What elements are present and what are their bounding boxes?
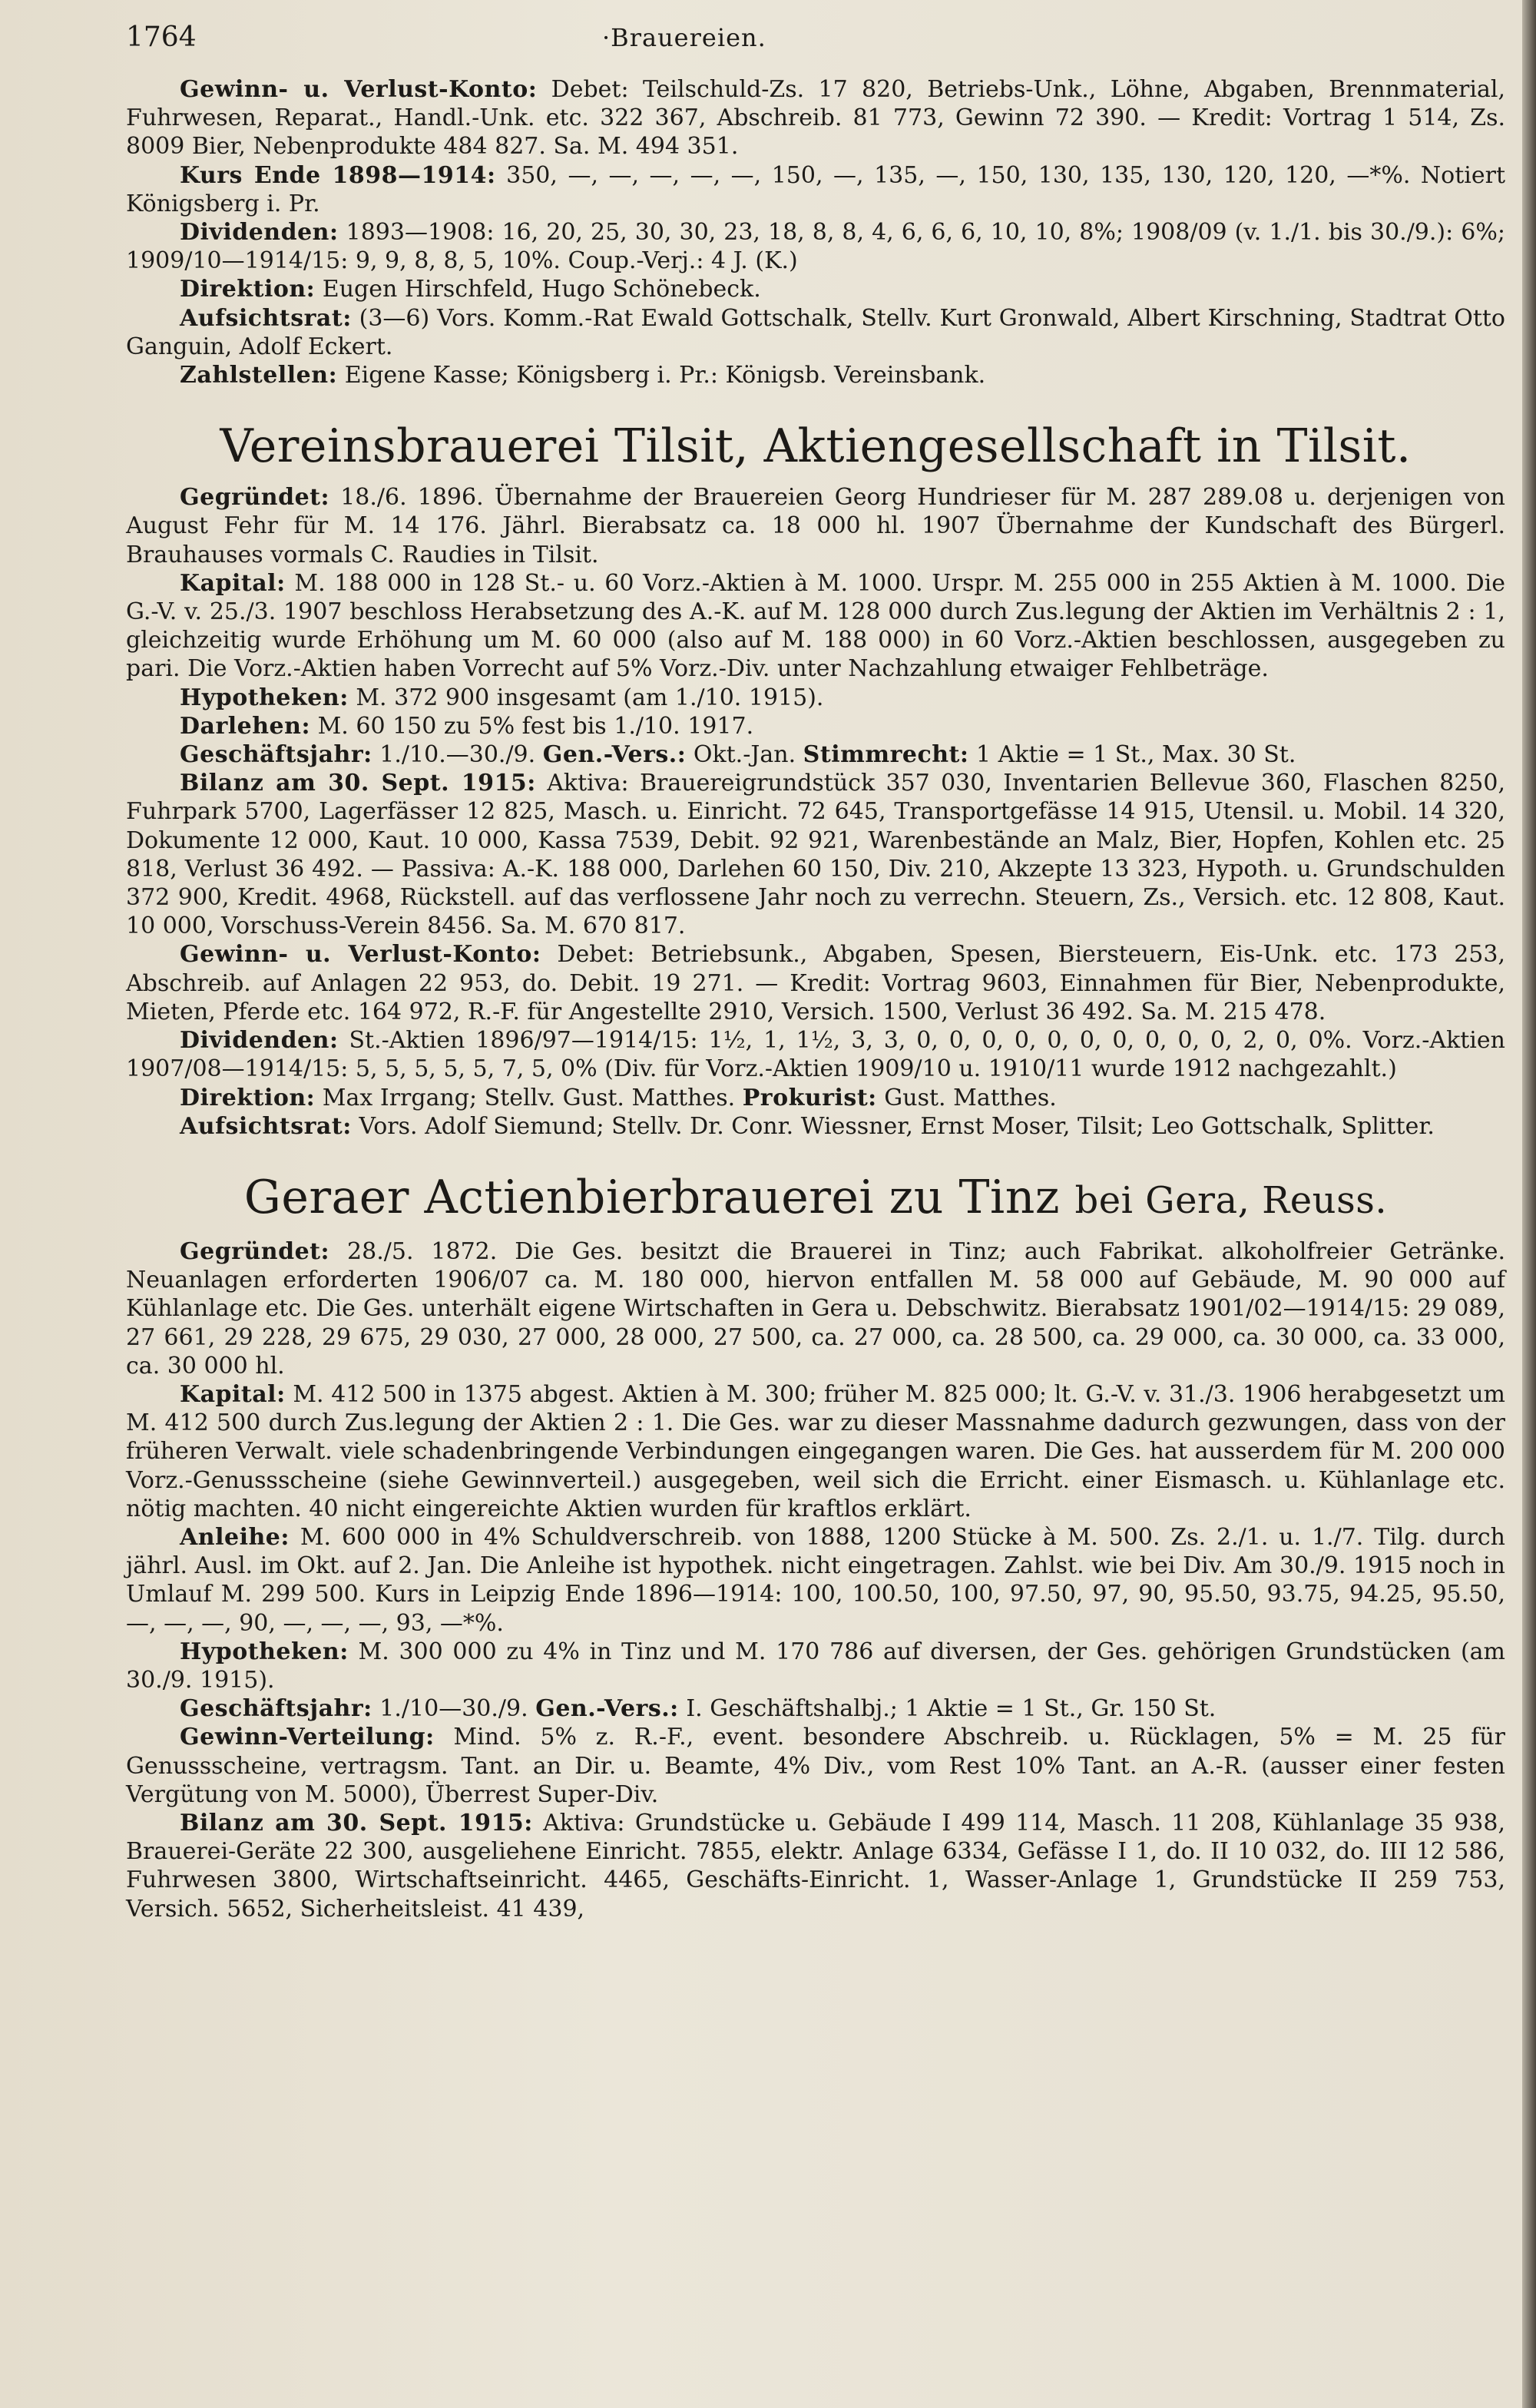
paragraph-bilanz [126,769,1505,940]
text: I. Geschäftshalbj.; 1 Aktie = 1 St., Gr. 150 St. [686,1695,1217,1723]
running-title: ·Brauereien. [602,23,766,52]
label: Gegründet: [180,484,330,512]
paragraph-dividenden [126,218,1505,275]
label: Aufsichtsrat: [180,1112,352,1140]
text: St.-Aktien 1896/97—1914/15: 1½, 1, 1½, 3, 3, 0, 0, 0, 0, 0, 0, 0, 0, 0, 0, 2, 0, 0%. Vorz.-Aktien 1907/08—1914/15: 5, 5, 5, 5, 5, 7, 5, 0% (Div. für Vorz.-Aktien 1909/10 u. 1910/11 wurde 1912 nachgezahlt.) [126,1027,1505,1083]
label: Geschäftsjahr: [180,741,372,769]
text: Max Irrgang; Stellv. Gust. Matthes. [322,1084,736,1111]
text: 1./10.—30./9. [379,741,536,769]
section-vereinsbrauerei-tilsit [126,419,1505,1141]
text: Aktiva: Grundstücke u. Gebäude I 499 114, Masch. 11 208, Kühlanlage 35 938, Brauerei-Geräte 22 300, ausgeliehene Einricht. 7855, elektr. Anlage 6334, Gefässe I 1, do. II 10 032, do. III 12 586, Fuhrwesen 3800, Wirtschaftseinricht. 4465, Geschäfts-Einricht. 1, Wasser-Anlage 1, Grundstücke II 259 753, Versich. 5652, Sicherheitsleist. 41 439, [126,1809,1505,1923]
paragraph-kurs [126,161,1505,218]
title-location: bei Gera, Reuss. [1074,1178,1388,1222]
paragraph-kapital [126,1380,1505,1523]
label: Kapital: [180,569,286,597]
paragraph-hypotheken [126,684,1505,712]
text: Debet: Betriebsunk., Abgaben, Spesen, Biersteuern, Eis-Unk. etc. 173 253, Abschreib. auf Anlagen 22 953, do. Debit. 19 271. — Kredit: Vortrag 9603, Einnahmen für Bier, Nebenprodukte, Mieten, Pferde etc. 164 972, R.-F. für Angestellte 2910, Versich. 1500, Verlust 36 492. Sa. M. 215 478. [126,941,1505,1025]
label: Gen.-Vers.: [542,741,687,769]
text: (3—6) Vors. Komm.-Rat Ewald Gottschalk, Stellv. Kurt Gronwald, Albert Kirschning, Stadtrat Otto Ganguin, Adolf Eckert. [126,304,1505,360]
section-geraer-actienbierbrauerei [126,1170,1505,1923]
label: Bilanz am 30. Sept. 1915: [180,1809,533,1837]
text: Vors. Adolf Siemund; Stellv. Dr. Conr. Wiessner, Ernst Moser, Tilsit; Leo Gottschalk, Splitter. [359,1112,1435,1140]
label: Kapital: [180,1380,286,1408]
company-title: Vereinsbrauerei Tilsit, Aktiengesellschaft in Tilsit. [220,419,1412,474]
label: Gen.-Vers.: [535,1695,679,1723]
text: M. 600 000 in 4% Schuldverschreib. von 1888, 1200 Stücke à M. 500. Zs. 2./1. u. 1./7. Tilg. durch jährl. Ausl. im Okt. auf 2. Jan. Die Anleihe ist hypothek. nicht eingetragen. Zahlst. wie bei Div. Am 30./9. 1915 noch in Umlauf M. 299 500. Kurs in Leipzig Ende 1896—1914: 100, 100.50, 100, 97.50, 97, 90, 95.50, 93.75, 94.25, 95.50, —, —, —, 90, —, —, —, 93, —*%. [126,1523,1505,1637]
paragraph-aufsichtsrat [126,1112,1505,1141]
text: Eugen Hirschfeld, Hugo Schönebeck. [322,276,761,303]
text: M. 412 500 in 1375 abgest. Aktien à M. 300; früher M. 825 000; lt. G.-V. v. 31./3. 1906 herabgesetzt um M. 412 500 durch Zus.legung der Aktien 2 : 1. Die Ges. war zu dieser Massnahme dadurch gezwungen, dass von der früheren Verwalt. viele schadenbringende Verbindungen eingegangen waren. Die Ges. hat ausserdem für M. 200 000 Vorz.-Genussscheine (siehe Gewinnverteil.) ausgegeben, weil sich die Erricht. einer Eismasch. u. Kühlanlage etc. nötig machten. 40 nicht eingereichte Aktien wurden für kraftlos erklärt. [126,1380,1505,1522]
paragraph-gewinn-verlust [126,75,1505,161]
text: 18./6. 1896. Übernahme der Brauereien Georg Hundrieser für M. 287 289.08 u. derjenigen von August Fehr für M. 14 176. Jährl. Bierabsatz ca. 18 000 hl. 1907 Übernahme der Kundschaft des Bürgerl. Brauhauses vormals C. Raudies in Tilsit. [126,484,1505,568]
section-prev-company [126,75,1505,389]
text: 350, —, —, —, —, —, 150, —, 135, —, 150, 130, 135, 130, 120, 120, —*%. Notiert Königsberg i. Pr. [126,161,1505,217]
paragraph-bilanz [126,1809,1505,1923]
label: Dividenden: [180,1027,339,1055]
paragraph-anleihe [126,1523,1505,1638]
label: Dividenden: [180,219,339,247]
label: Direktion: [180,1084,316,1111]
text: M. 60 150 zu 5% fest bis 1./10. 1917. [317,712,754,740]
text: M. 300 000 zu 4% in Tinz und M. 170 786 auf diversen, der Ges. gehörigen Grundstücken (am 30./9. 1915). [126,1638,1505,1694]
company-title [126,1170,1505,1228]
text: 28./5. 1872. Die Ges. besitzt die Brauerei in Tinz; auch Fabrikat. alkoholfreier Getränke. Neuanlagen erforderten 1906/07 ca. M. 180 000, hiervon entfallen M. 58 000 auf Gebäude, M. 90 000 auf Kühlanlage etc. Die Ges. unterhält eigene Wirtschaften in Gera u. Debschwitz. Bierabsatz 1901/02—1914/15: 29 089, 27 661, 29 228, 29 675, 29 030, 27 000, 28 000, 27 500, ca. 27 000, ca. 28 500, ca. 29 000, ca. 30 000, ca. 33 000, ca. 30 000 hl. [126,1237,1505,1380]
paragraph-geschaeftsjahr [126,740,1505,769]
label: Direktion: [180,276,316,303]
text: Aktiva: Brauereigrundstück 357 030, Inventarien Bellevue 360, Flaschen 8250, Fuhrpark 5700, Lagerfässer 12 825, Masch. u. Einricht. 72 645, Transportgefässe 14 915, Utensil. u. Mobil. 14 320, Dokumente 12 000, Kaut. 10 000, Kassa 7539, Debit. 92 921, Warenbestände an Malz, Bier, Hopfen, Kohlen etc. 25 818, Verlust 36 492. — Passiva: A.-K. 188 000, Darlehen 60 150, Div. 210, Akzepte 13 323, Hypoth. u. Grundschulden 372 900, Kredit. 4968, Rückstell. auf das verflossene Jahr noch zu verrechn. Steuern, Zs., Versich. etc. 12 808, Kaut. 10 000, Vorschuss-Verein 8456. Sa. M. 670 817. [126,770,1506,940]
text: Gust. Matthes. [884,1084,1057,1111]
label: Prokurist: [742,1084,877,1111]
text: Eigene Kasse; Königsberg i. Pr.: Königsb. Vereinsbank. [344,362,986,389]
text: M. 372 900 insgesamt (am 1./10. 1915). [356,684,824,711]
label: Hypotheken: [180,1638,349,1665]
paragraph-geschaeftsjahr [126,1694,1505,1723]
label: Kurs Ende 1898—1914: [180,161,496,189]
page-header [126,22,1505,61]
paragraph-direktion [126,275,1505,303]
text: Debet: Teilschuld-Zs. 17 820, Betriebs-Unk., Löhne, Abgaben, Brennmaterial, Fuhrwesen, Reparat., Handl.-Unk. etc. 322 367, Abschreib. 81 773, Gewinn 72 390. — Kredit: Vortrag 1 514, Zs. 8009 Bier, Nebenprodukte 484 827. Sa. M. 494 351. [126,76,1505,161]
paragraph-darlehen [126,712,1505,740]
paragraph-aufsichtsrat [126,304,1505,361]
text: Mind. 5% z. R.-F., event. besondere Abschreib. u. Rücklagen, 5% = M. 25 für Genussscheine, vertragsm. Tant. an Dir. u. Beamte, 4% Div., vom Rest 10% Tant. an A.-R. (ausser einer festen Vergütung von M. 5000), Überrest Super-Div. [126,1724,1505,1808]
label: Gewinn-Verteilung: [180,1724,435,1751]
text: Okt.-Jan. [693,741,796,769]
scan-edge [1522,0,1536,2408]
label: Zahlstellen: [180,362,338,389]
label: Darlehen: [180,712,311,740]
paragraph-gewinn-verteilung [126,1723,1505,1809]
label: Aufsichtsrat: [180,304,352,332]
text: 1893—1908: 16, 20, 25, 30, 30, 23, 18, 8, 8, 4, 6, 6, 6, 10, 10, 8%; 1908/09 (v. 1./1. bis 30./9.): 6%; 1909/10—1914/15: 9, 9, 8, 8, 5, 10%. Coup.-Verj.: 4 J. (K.) [126,219,1505,275]
label: Bilanz am 30. Sept. 1915: [180,770,536,797]
paragraph-direktion [126,1084,1505,1112]
label: Gewinn- u. Verlust-Konto: [180,76,538,103]
paragraph-hypotheken [126,1638,1505,1694]
title-main: Geraer Actienbierbrauerei zu Tinz [243,1170,1060,1224]
label: Stimmrecht: [803,741,969,769]
text: 1./10—30./9. [379,1695,528,1723]
paragraph-gegruendet [126,1237,1505,1380]
paragraph-zahlstellen [126,361,1505,389]
text: M. 188 000 in 128 St.- u. 60 Vorz.-Aktien à M. 1000. Urspr. M. 255 000 in 255 Aktien à M. 1000. Die G.-V. v. 25./3. 1907 beschloss Herabsetzung des A.-K. auf M. 128 000 durch Zus.legung der Aktien im Verhältnis 2 : 1, gleichzeitig wurde Erhöhung um M. 60 000 (also auf M. 188 000) in 60 Vorz.-Aktien beschlossen, ausgegeben zu pari. Die Vorz.-Aktien haben Vorrecht auf 5% Vorz.-Div. unter Nachzahlung etwaiger Fehlbeträge. [126,569,1505,683]
text: 1 Aktie = 1 St., Max. 30 St. [976,741,1296,769]
label: Gewinn- u. Verlust-Konto: [180,941,541,969]
label: Gegründet: [180,1237,330,1265]
label: Anleihe: [180,1523,290,1551]
paragraph-gegruendet [126,483,1505,569]
label: Hypotheken: [180,684,349,711]
paragraph-kapital [126,569,1505,684]
page-number: 1764 [126,22,197,53]
label: Geschäftsjahr: [180,1695,372,1723]
paragraph-dividenden [126,1026,1505,1083]
paragraph-gewinn-verlust [126,940,1505,1026]
